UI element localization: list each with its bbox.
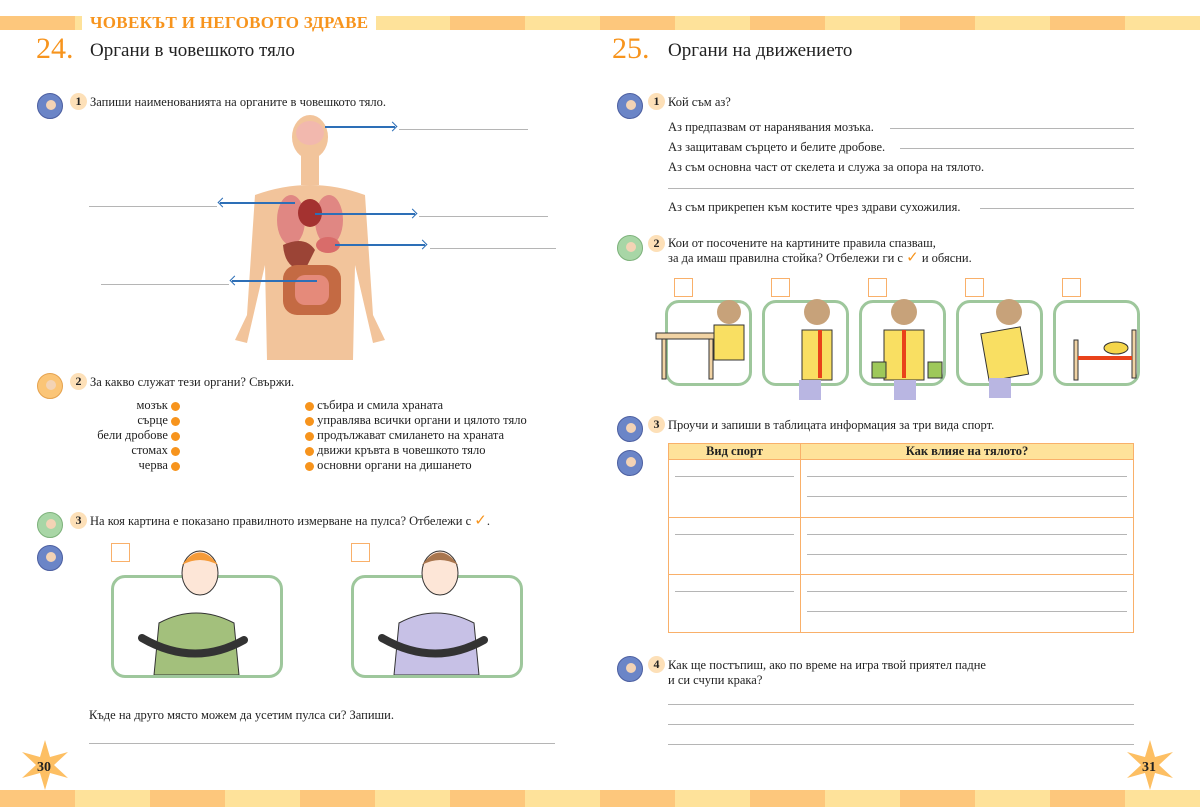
task-text: Как ще постъпиш, ако по време на игра твой приятел падне (668, 658, 986, 672)
task-text: На коя картина е показано правилното измерване на пулса? Отбележи с ✓. (90, 513, 490, 529)
answer-line[interactable] (890, 128, 1134, 129)
write-task-icon (617, 656, 643, 682)
check-task-icon (617, 235, 643, 261)
sport-cell[interactable] (669, 517, 801, 575)
connect-task-icon (37, 373, 63, 399)
task-number: 1 (70, 93, 87, 110)
lesson-number: 24. (36, 32, 74, 65)
sport-cell[interactable] (669, 460, 801, 518)
task-number: 3 (70, 512, 87, 529)
write-task-icon (37, 545, 63, 571)
organ-item: мозък (80, 398, 180, 413)
riddle-text: Аз защитавам сърцето и белите дробове. (668, 140, 886, 154)
organ-item: бели дробове (80, 428, 180, 443)
column-header: Как влияе на тялото? (801, 444, 1134, 460)
answer-line-stomach[interactable] (430, 248, 556, 249)
task-number: 4 (648, 656, 665, 673)
posture-illustrations (654, 290, 1144, 402)
sports-table (668, 443, 1134, 633)
connect-dot[interactable] (171, 417, 180, 426)
answer-line-intestines[interactable] (101, 284, 229, 285)
answer-line[interactable] (980, 208, 1134, 209)
connect-dot[interactable] (305, 447, 314, 456)
lesson-title: Органи в човешкото тяло (90, 40, 295, 61)
checkmark-icon: ✓ (906, 250, 919, 266)
effect-cell[interactable] (801, 460, 1134, 518)
organs-list (80, 398, 180, 473)
chapter-title: ЧОВЕКЪТ И НЕГОВОТО ЗДРАВЕ (82, 12, 376, 34)
effect-cell[interactable] (801, 517, 1134, 575)
effect-cell[interactable] (801, 575, 1134, 633)
task-text: Запиши наименованията на органите в човешкото тяло. (90, 95, 386, 109)
boy-head-image (170, 540, 230, 605)
function-item: събира и смила храната (305, 398, 527, 413)
functions-list (305, 398, 527, 473)
checkbox-picture-2[interactable] (351, 543, 370, 562)
connect-dot[interactable] (171, 402, 180, 411)
riddle-text: Аз съм прикрепен към костите чрез здрави сухожилия. (668, 200, 961, 214)
answer-line[interactable] (668, 188, 1134, 189)
answer-line[interactable] (668, 704, 1134, 705)
write-task-icon (617, 450, 643, 476)
function-item: основни органи на дишането (305, 458, 527, 473)
table-row (669, 517, 1134, 575)
answer-line-brain[interactable] (399, 129, 528, 130)
task-text: За какво служат тези органи? Свържи. (90, 375, 295, 389)
riddle-text: Аз предпазвам от наранявания мозъка. (668, 120, 874, 134)
function-item: продължават смилането на храната (305, 428, 527, 443)
checkbox-picture-1[interactable] (111, 543, 130, 562)
task-number: 2 (648, 235, 665, 252)
task-text: и си счупи крака? (668, 673, 763, 687)
connect-dot[interactable] (171, 447, 180, 456)
table-row (669, 575, 1134, 633)
check-task-icon (37, 512, 63, 538)
task-text: Проучи и запиши в таблицата информация за три вида спорт. (668, 418, 995, 432)
column-header: Вид спорт (669, 444, 801, 460)
connect-dot[interactable] (171, 462, 180, 471)
answer-line-lungs[interactable] (89, 206, 217, 207)
lesson-title: Органи на движението (668, 40, 853, 61)
answer-line[interactable] (89, 743, 555, 744)
task-number: 3 (648, 416, 665, 433)
answer-line[interactable] (668, 744, 1134, 745)
task-text: Кои от посочените на картините правила спазваш, (668, 236, 936, 250)
answer-line[interactable] (900, 148, 1134, 149)
arrow-lungs (220, 202, 295, 204)
arrow-brain (325, 126, 395, 128)
connect-dot[interactable] (171, 432, 180, 441)
task-number: 2 (70, 373, 87, 390)
footer-stripe (0, 790, 1200, 807)
connect-dot[interactable] (305, 402, 314, 411)
research-task-icon (617, 416, 643, 442)
function-item: управлява всички органи и цялото тяло (305, 413, 527, 428)
write-task-icon (37, 93, 63, 119)
sport-cell[interactable] (669, 575, 801, 633)
table-row (669, 460, 1134, 518)
connect-dot[interactable] (305, 462, 314, 471)
organ-item: черва (80, 458, 180, 473)
answer-line[interactable] (668, 724, 1134, 725)
organ-item: стомах (80, 443, 180, 458)
riddle-text: Аз съм основна част от скелета и служа за опора на тялото. (668, 160, 985, 174)
function-item: движи кръвта в човешкото тяло (305, 443, 527, 458)
checkmark-icon: ✓ (474, 513, 487, 529)
followup-question: Къде на друго място можем да усетим пулса си? Запиши. (89, 708, 394, 722)
arrow-intestines (232, 280, 317, 282)
arrow-heart (315, 213, 415, 215)
page-number: 30 (37, 760, 51, 775)
write-task-icon (617, 93, 643, 119)
page-number: 31 (1142, 760, 1156, 775)
task-text: за да имаш правилна стойка? Отбележи ги с ✓ и обясни. (668, 250, 972, 266)
task-number: 1 (648, 93, 665, 110)
answer-line-heart[interactable] (419, 216, 548, 217)
connect-dot[interactable] (305, 432, 314, 441)
organ-item: сърце (80, 413, 180, 428)
task-text: Кой съм аз? (668, 95, 731, 109)
connect-dot[interactable] (305, 417, 314, 426)
boy-head-image (410, 540, 470, 605)
arrow-stomach (335, 244, 425, 246)
lesson-number: 25. (612, 32, 650, 65)
human-body-organs-image (235, 115, 385, 360)
